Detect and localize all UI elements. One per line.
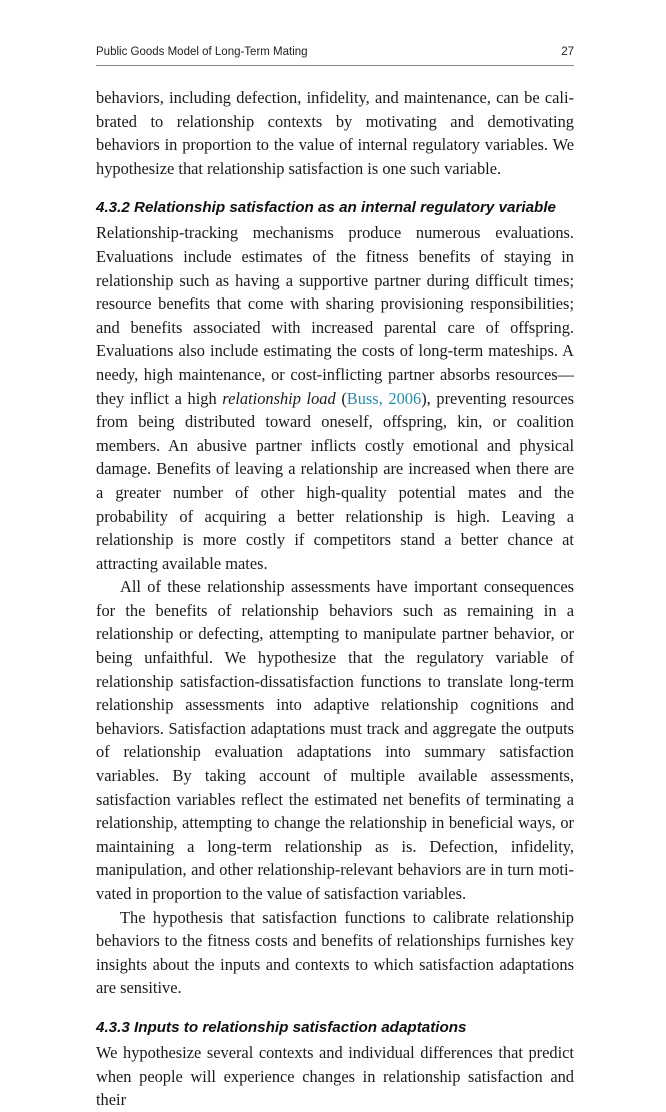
intro-paragraph: behaviors, including defection, infidelity, and maintenance, can be calibrated to relationship contexts by motivating and demotivating behaviors in proportion to the value of internal regulatory variables. We hypothesize that relationship satisfaction is one such variable. bbox=[96, 88, 574, 178]
citation-link-buss-2006[interactable]: Buss, 2006 bbox=[346, 388, 422, 408]
citation-paren-open: ( bbox=[335, 388, 347, 408]
paragraph-satisfaction-hypothesis: The hypothesis that satisfaction functions to calibrate relationship behaviors to the fitness costs and benefits of relationships furnishes key insights about the inputs and contexts to which satisfaction adaptations are sensitive. bbox=[96, 907, 574, 998]
citation-paren-close: ), bbox=[421, 388, 431, 408]
section-heading-4-3-2: 4.3.2 Relationship satisfaction as an internal regulatory variable bbox=[96, 199, 557, 217]
running-head-title: Public Goods Model of Long-Term Mating bbox=[96, 46, 308, 58]
paragraph-relationship-tracking bbox=[96, 221, 574, 575]
page-number: 27 bbox=[561, 46, 574, 58]
header-rule bbox=[96, 65, 574, 66]
paragraph-relationship-assessments: All of these relationship assessments have important consequences for the benefits of relationship behaviors such as remaining in a relationship or defecting, attempting to manipulate partner behavior, or being unfaithful. We hypothesize that the regulatory variable of relationship satisfaction-dissatisfaction functions to translate long-term relationship assessments into adaptive relationship cognitions and behaviors. Satisfaction adaptations must track and aggregate the outputs of relationship evaluation adaptations into summary satisfaction variables. By taking account of multiple available assessments, satisfaction variables reflect the estimated net benefits of terminating a relationship, attempting to change the relationship in beneficial ways, or maintaining a long-term relationship as is. Defection, infidelity, manipulation, and other relationship-relevant behaviors are in turn motivated in proportion to the value of satisfaction variables. bbox=[96, 577, 574, 903]
paragraph-text: preventing resources from being distributed toward oneself, offspring, kin, or coalition members. An abusive partner inflicts costly emotional and physical damage. Benefits of leaving a relationship are increased when there are a greater number of other high-quality potential mates and the probability of acquiring a better relationship is high. Leaving a relationship is more costly if competitors stand a better chance at attracting available mates. bbox=[96, 388, 574, 573]
emphasis-relationship-load: relationship load bbox=[222, 388, 336, 408]
paragraph-inputs: We hypothesize several contexts and individual differences that predict when people will experience changes in relationship satisfaction and their bbox=[96, 1042, 574, 1110]
section-heading-4-3-3: 4.3.3 Inputs to relationship satisfaction adaptations bbox=[96, 1018, 467, 1036]
paragraph-text: Relationship-tracking mechanisms produce numerous evaluations. Evaluations include estimates of the fitness benefits of staying in relationship such as having a supportive partner during difficult times; resource benefits that come with sharing provisioning responsibilities; and benefits associated with increased parental care of offspring. Evaluations also include estimating the costs of long-term mateships. A needy, high maintenance, or cost-inflicting partner absorbs resources—they inflict a high bbox=[96, 223, 574, 408]
running-head bbox=[96, 46, 574, 58]
page-body bbox=[96, 86, 574, 1112]
